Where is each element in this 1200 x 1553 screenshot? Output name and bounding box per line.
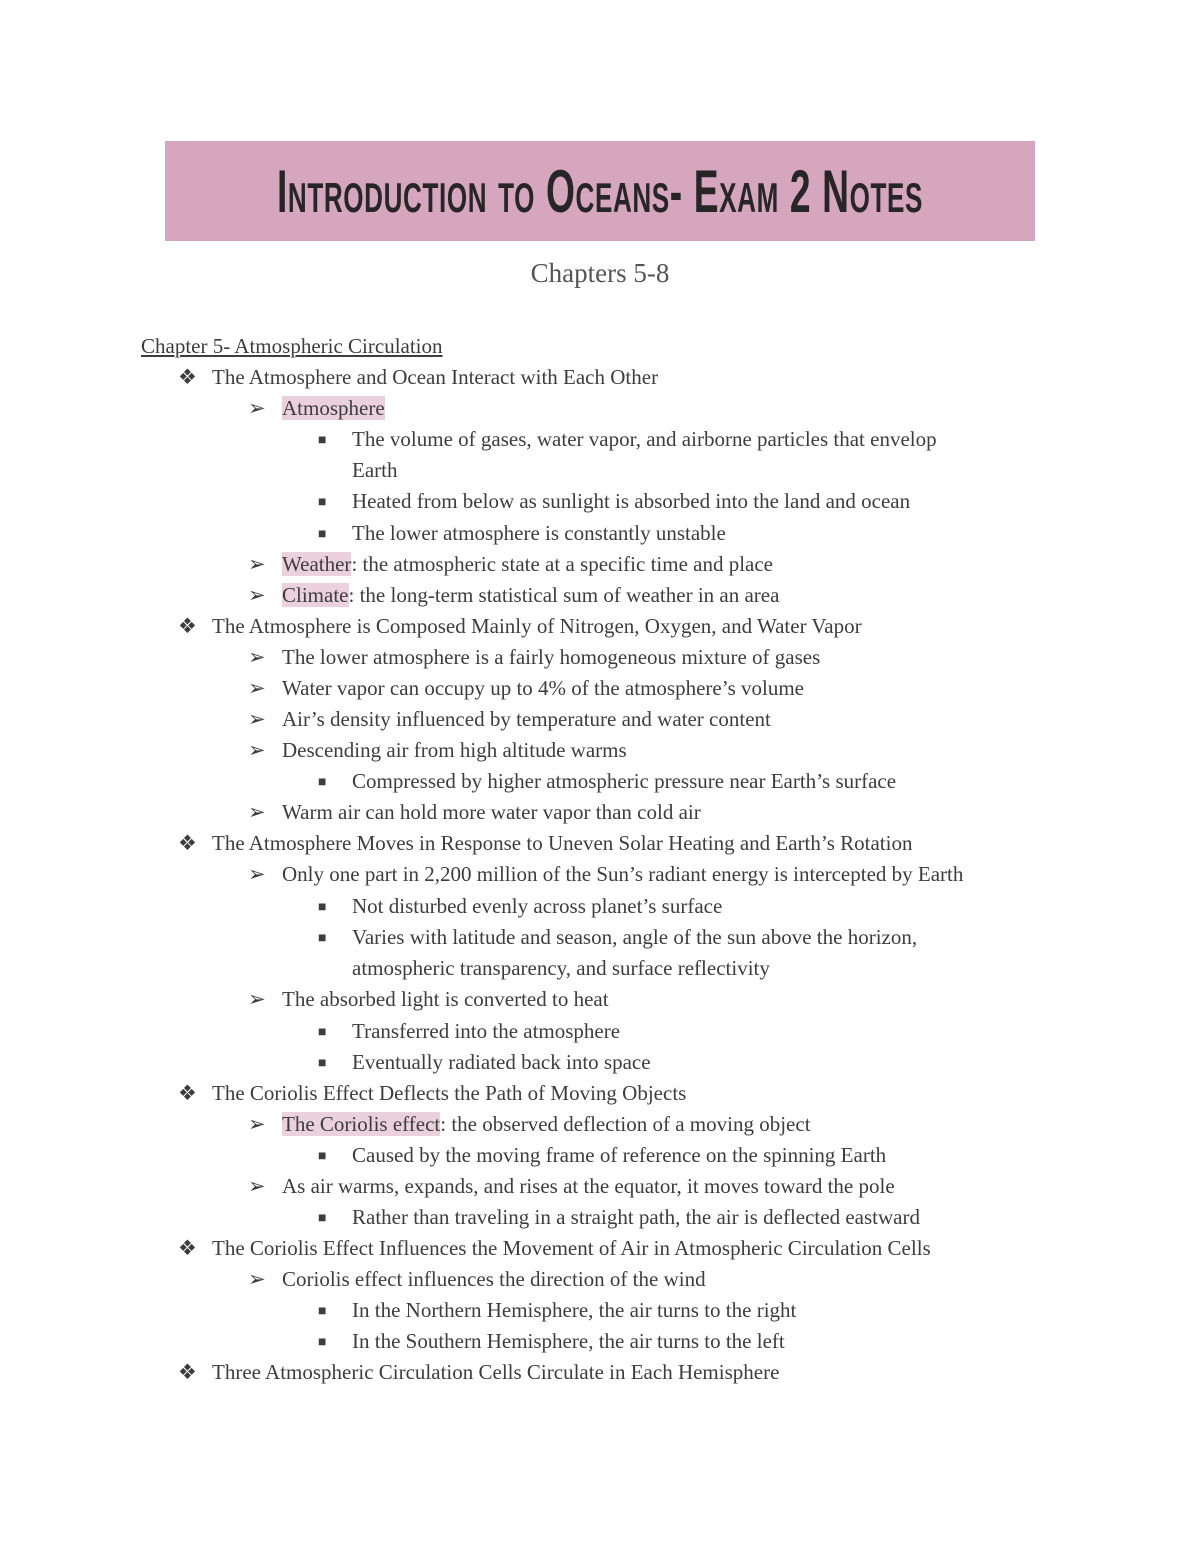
list-item: ■ In the Southern Hemisphere, the air turns to the left bbox=[318, 1328, 785, 1356]
title-banner bbox=[165, 141, 1035, 241]
list-item: ■ Not disturbed evenly across planet’s surface bbox=[318, 893, 722, 921]
list-item: ❖ Three Atmospheric Circulation Cells Circulate in Each Hemisphere bbox=[178, 1360, 780, 1384]
list-item: ➢ Weather: the atmospheric state at a specific time and place bbox=[248, 552, 774, 576]
diamond-bullet-icon: ❖ bbox=[178, 365, 197, 389]
diamond-bullet-icon: ❖ bbox=[178, 1081, 197, 1105]
list-item: ➢ The Coriolis effect: the observed deflection of a moving object bbox=[248, 1112, 811, 1136]
square-bullet-icon: ■ bbox=[318, 495, 327, 510]
arrow-bullet-icon: ➢ bbox=[248, 583, 266, 607]
arrow-bullet-icon: ➢ bbox=[248, 645, 266, 669]
list-item: ■ Heated from below as sunlight is absorbed into the land and ocean bbox=[318, 488, 910, 516]
square-bullet-icon: ■ bbox=[318, 1304, 327, 1319]
arrow-bullet-icon: ➢ bbox=[248, 707, 266, 731]
arrow-bullet-icon: ➢ bbox=[248, 1112, 266, 1136]
square-bullet-icon: ■ bbox=[318, 931, 327, 946]
square-bullet-icon: ■ bbox=[318, 433, 327, 448]
square-bullet-icon: ■ bbox=[318, 527, 327, 542]
list-item: ■ The lower atmosphere is constantly unstable bbox=[318, 520, 726, 548]
diamond-bullet-icon: ❖ bbox=[178, 1360, 197, 1384]
list-item: ■ Rather than traveling in a straight path, the air is deflected eastward bbox=[318, 1204, 920, 1232]
square-bullet-icon: ■ bbox=[318, 1025, 327, 1040]
arrow-bullet-icon: ➢ bbox=[248, 1267, 266, 1291]
list-item: ■ Compressed by higher atmospheric pressure near Earth’s surface bbox=[318, 768, 896, 796]
page-title: Introduction to Oceans- Exam 2 Notes bbox=[276, 157, 924, 225]
list-item: ➢ Coriolis effect influences the direction of the wind bbox=[248, 1267, 706, 1291]
list-item: ■ Eventually radiated back into space bbox=[318, 1049, 651, 1077]
list-item: ➢ Warm air can hold more water vapor than cold air bbox=[248, 800, 701, 824]
list-item: ❖ The Coriolis Effect Deflects the Path of Moving Objects bbox=[178, 1081, 687, 1105]
square-bullet-icon: ■ bbox=[318, 1056, 327, 1071]
arrow-bullet-icon: ➢ bbox=[248, 552, 266, 576]
list-item: ❖ The Coriolis Effect Influences the Movement of Air in Atmospheric Circulation Cells bbox=[178, 1236, 931, 1260]
square-bullet-icon: ■ bbox=[318, 1211, 327, 1226]
list-item: ❖ The Atmosphere and Ocean Interact with Each Other bbox=[178, 365, 659, 389]
arrow-bullet-icon: ➢ bbox=[248, 1174, 266, 1198]
list-item: ■ Transferred into the atmosphere bbox=[318, 1018, 620, 1046]
list-item: ■ Caused by the moving frame of reference on the spinning Earth bbox=[318, 1142, 886, 1170]
list-item: ➢ Air’s density influenced by temperature and water content bbox=[248, 707, 771, 731]
highlighted-term: Atmosphere bbox=[282, 396, 385, 420]
list-item: ➢ Only one part in 2,200 million of the Sun’s radiant energy is intercepted by Earth bbox=[248, 862, 964, 886]
diamond-bullet-icon: ❖ bbox=[178, 1236, 197, 1260]
square-bullet-icon: ■ bbox=[318, 1149, 327, 1164]
list-item: ➢ Climate: the long-term statistical sum of weather in an area bbox=[248, 583, 780, 607]
list-item: ➢ The lower atmosphere is a fairly homogeneous mixture of gases bbox=[248, 645, 821, 669]
list-item-continuation: Earth bbox=[352, 458, 398, 482]
list-item-continuation: atmospheric transparency, and surface reflectivity bbox=[352, 956, 770, 980]
list-item: ❖ The Atmosphere is Composed Mainly of Nitrogen, Oxygen, and Water Vapor bbox=[178, 614, 862, 638]
list-item: ❖ The Atmosphere Moves in Response to Uneven Solar Heating and Earth’s Rotation bbox=[178, 831, 913, 855]
arrow-bullet-icon: ➢ bbox=[248, 738, 266, 762]
list-item: ➢ As air warms, expands, and rises at the equator, it moves toward the pole bbox=[248, 1174, 895, 1198]
highlighted-term: The Coriolis effect bbox=[282, 1112, 441, 1136]
arrow-bullet-icon: ➢ bbox=[248, 862, 266, 886]
square-bullet-icon: ■ bbox=[318, 1335, 327, 1350]
list-item: ■ The volume of gases, water vapor, and airborne particles that envelop bbox=[318, 426, 937, 454]
arrow-bullet-icon: ➢ bbox=[248, 396, 266, 420]
diamond-bullet-icon: ❖ bbox=[178, 614, 197, 638]
arrow-bullet-icon: ➢ bbox=[248, 987, 266, 1011]
list-item: ■ Varies with latitude and season, angle of the sun above the horizon, bbox=[318, 924, 917, 952]
square-bullet-icon: ■ bbox=[318, 775, 327, 790]
section-heading: Chapter 5- Atmospheric Circulation bbox=[141, 334, 443, 358]
square-bullet-icon: ■ bbox=[318, 900, 327, 915]
list-item: ■ In the Northern Hemisphere, the air turns to the right bbox=[318, 1297, 796, 1325]
list-item: ➢ Water vapor can occupy up to 4% of the atmosphere’s volume bbox=[248, 676, 804, 700]
diamond-bullet-icon: ❖ bbox=[178, 831, 197, 855]
highlighted-term: Weather bbox=[282, 552, 352, 576]
list-item: ➢ The absorbed light is converted to heat bbox=[248, 987, 609, 1011]
highlighted-term: Climate bbox=[282, 583, 349, 607]
page-subtitle: Chapters 5-8 bbox=[530, 258, 670, 288]
list-item: ➢ Descending air from high altitude warms bbox=[248, 738, 627, 762]
list-item bbox=[248, 395, 385, 421]
arrow-bullet-icon: ➢ bbox=[248, 800, 266, 824]
arrow-bullet-icon: ➢ bbox=[248, 676, 266, 700]
